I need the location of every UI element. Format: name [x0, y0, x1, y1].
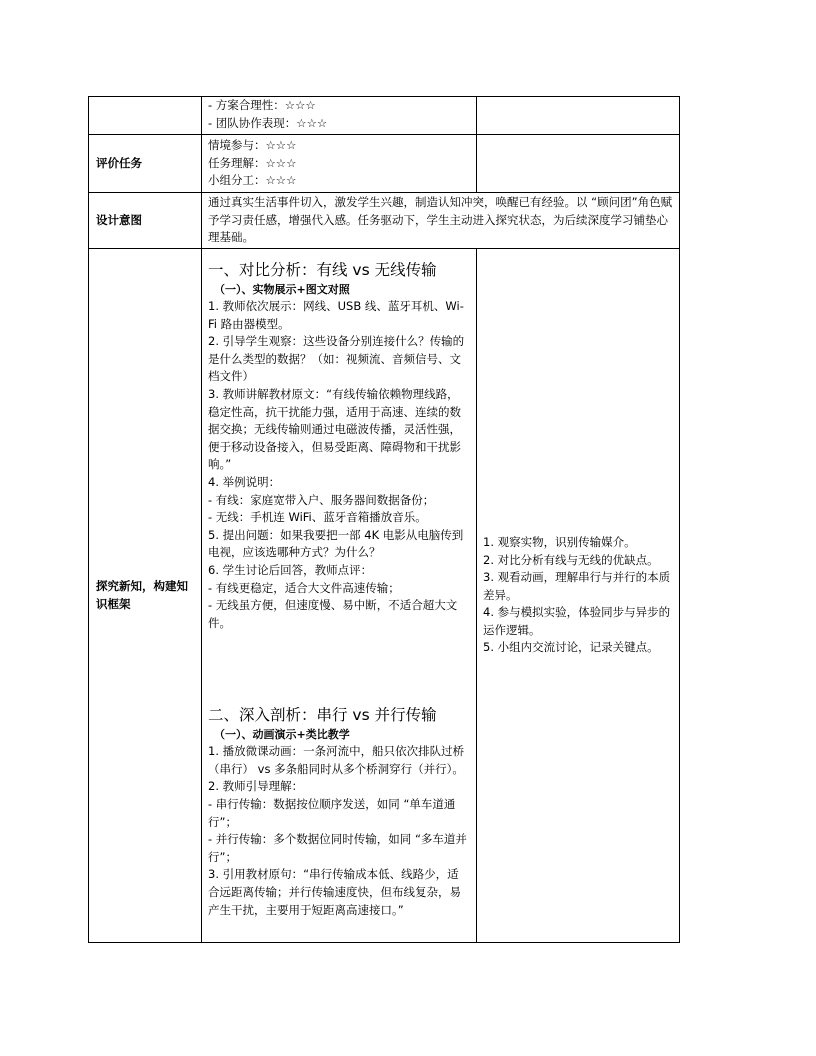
section-title: 一、对比分析：有线 vs 无线传输 [208, 261, 437, 279]
criteria-cell [202, 97, 477, 135]
evaluation-cell [202, 135, 477, 193]
student-activity: 4. 参与模拟实验，体验同步与异步的运作逻辑。 [483, 605, 671, 637]
lesson-plan-table [88, 96, 680, 943]
student-activity: 1. 观察实物，识别传输媒介。 [483, 534, 636, 549]
evaluation-line: 任务理解：☆☆☆ [208, 155, 297, 170]
paragraph: - 有线更稳定，适合大文件高速传输； [208, 580, 400, 595]
table-row [89, 193, 680, 249]
table-row [89, 97, 680, 135]
table-row [89, 135, 680, 193]
criteria-line: - 团队协作表现：☆☆☆ [208, 115, 328, 130]
paragraph: 2. 引导学生观察：这些设备分别连接什么？传输的是什么类型的数据？（如：视频流、音频信号、文档文件） [208, 334, 465, 384]
paragraph: - 无线虽方便，但速度慢、易中断，不适合超大文件。 [208, 598, 458, 630]
paragraph: 3. 引用教材原句：“串行传输成本低、线路少，适合远距离传输；并行传输速度快，但布线复杂，易产生干扰，主要用于短距离高速接口。” [208, 867, 461, 917]
student-activity: 5. 小组内交流讨论，记录关键点。 [483, 640, 659, 655]
paragraph: - 无线：手机连 WiFi、蓝牙音箱播放音乐。 [208, 510, 427, 525]
paragraph: 2. 教师引导理解： [208, 779, 304, 794]
label-cell [89, 97, 202, 135]
section-title: 二、深入剖析：串行 vs 并行传输 [208, 706, 437, 725]
paragraph: - 并行传输：多个数据位同时传输，如同 “多车道并行”； [208, 832, 467, 864]
paragraph: 5. 提出问题：如果我要把一部 4K 电影从电脑传到电视，应该选哪种方式？为什么？ [208, 527, 464, 560]
paragraph: 4. 举例说明： [208, 474, 281, 489]
design-intent-cell [202, 193, 680, 249]
row-label: 探究新知，构建知识框架 [89, 249, 202, 943]
row-label: 设计意图 [89, 193, 202, 249]
activity-cell [477, 97, 680, 135]
table-row [89, 249, 680, 943]
design-intent-text: 通过真实生活事件切入，激发学生兴趣，制造认知冲突，唤醒已有经验。以 “顾问团”角色赋予学习责任感，增强代入感。任务驱动下，学生主动进入探究状态，为后续深度学习铺垫心理基础。 [208, 195, 673, 245]
teacher-activity-cell [202, 249, 477, 943]
student-activity-cell [477, 249, 680, 943]
activity-cell [477, 135, 680, 193]
evaluation-line: 小组分工：☆☆☆ [208, 173, 297, 188]
section-subtitle: （一）、实物展示+图文对照 [214, 283, 350, 296]
criteria-line: - 方案合理性：☆☆☆ [208, 98, 316, 112]
section-subtitle: （一）、动画演示+类比教学 [214, 728, 350, 742]
student-activity: 2. 对比分析有线与无线的优缺点。 [483, 552, 659, 567]
row-label: 评价任务 [89, 135, 202, 193]
paragraph: 1. 播放微课动画：一条河流中，船只依次排队过桥（串行） vs 多条船同时从多个桥洞穿行（并行）。 [208, 744, 465, 776]
evaluation-line: 情境参与：☆☆☆ [208, 138, 297, 153]
student-activity: 3. 观看动画，理解串行与并行的本质差异。 [483, 570, 671, 602]
paragraph: - 串行传输：数据按位顺序发送，如同 “单车道通行”； [208, 797, 456, 829]
paragraph: 3. 教师讲解教材原文：“有线传输依赖物理线路，稳定性高，抗干扰能力强，适用于高速、连续的数据交换；无线传输则通过电磁波传播，灵活性强，便于移动设备接入，但易受距离、障碍物和干扰影响。” [208, 386, 461, 472]
paragraph: - 有线：家庭宽带入户、服务器间数据备份； [208, 492, 435, 507]
paragraph: 1. 教师依次展示：网线、USB 线、蓝牙耳机、Wi-Fi 路由器模型。 [208, 299, 464, 331]
paragraph: 6. 学生讨论后回答，教师点评： [208, 562, 373, 577]
